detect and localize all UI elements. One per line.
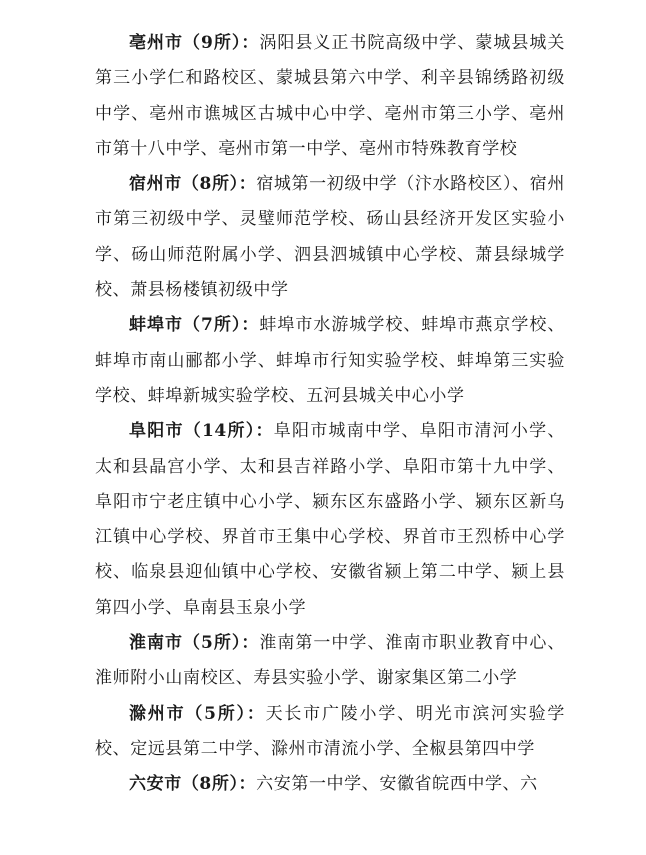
school-list: 涡阳县义正书院高级中学、蒙城县城关第三小学仁和路校区、蒙城县第六中学、利辛县锦绣路初级中学、亳州市谯城区古城中心中学、亳州市第三小学、亳州市第十八中学、亳州市第一中学、亳州市特殊教育学校 [95, 33, 565, 159]
paragraph-huainan [95, 626, 565, 697]
paragraph-luan [95, 767, 565, 802]
school-count: （14所）： [183, 421, 274, 442]
school-count: （5所）： [183, 633, 260, 654]
city-name: 滁州市 [129, 703, 186, 724]
school-list: 蚌埠市水游城学校、蚌埠市燕京学校、蚌埠市南山郦都小学、蚌埠市行知实验学校、蚌埠第三实验学校、蚌埠新城实验学校、五河县城关中心小学 [95, 315, 565, 406]
city-name: 亳州市 [129, 33, 184, 53]
school-list: 宿城第一初级中学（汴水路校区）、宿州市第三初级中学、灵璧师范学校、砀山县经济开发区实验小学、砀山师范附属小学、泗县泗城镇中心学校、萧县绿城学校、萧县杨楼镇初级中学 [95, 174, 565, 301]
paragraph-bozhou [95, 26, 565, 167]
city-name: 阜阳市 [129, 421, 184, 442]
paragraph-fuyang [95, 414, 565, 626]
document-page [95, 26, 565, 803]
city-name: 六安市 [129, 774, 182, 795]
city-name: 宿州市 [129, 174, 182, 195]
city-name: 蚌埠市 [129, 315, 184, 336]
school-count: （8所）： [181, 774, 257, 795]
paragraph-bengbu [95, 308, 565, 414]
school-count: （5所）： [185, 703, 266, 724]
city-name: 淮南市 [129, 633, 184, 654]
school-list: 天长市广陵小学、明光市滨河实验学校、定远县第二中学、滁州市清流小学、全椒县第四中学 [95, 703, 565, 759]
school-list: 淮南第一中学、淮南市职业教育中心、淮师附小山南校区、寿县实验小学、谢家集区第二小学 [95, 633, 565, 689]
paragraph-suzhou [95, 167, 565, 308]
school-list: 六安第一中学、安徽省皖西中学、六 [256, 774, 538, 795]
school-count: （8所）： [181, 174, 257, 195]
school-list: 阜阳市城南中学、阜阳市清河小学、太和县晶宫小学、太和县吉祥路小学、阜阳市第十九中学、阜阳市宁老庄镇中心小学、颍东区东盛路小学、颍东区新乌江镇中心学校、界首市王集中心学校、界首市王烈桥中心学校、临泉县迎仙镇中心学校、安徽省颍上第二中学、颍上县第四小学、阜南县玉泉小学 [95, 421, 565, 618]
paragraph-chuzhou [95, 697, 565, 768]
school-count: （7所）： [183, 315, 260, 336]
school-count: （9所）： [183, 33, 260, 53]
